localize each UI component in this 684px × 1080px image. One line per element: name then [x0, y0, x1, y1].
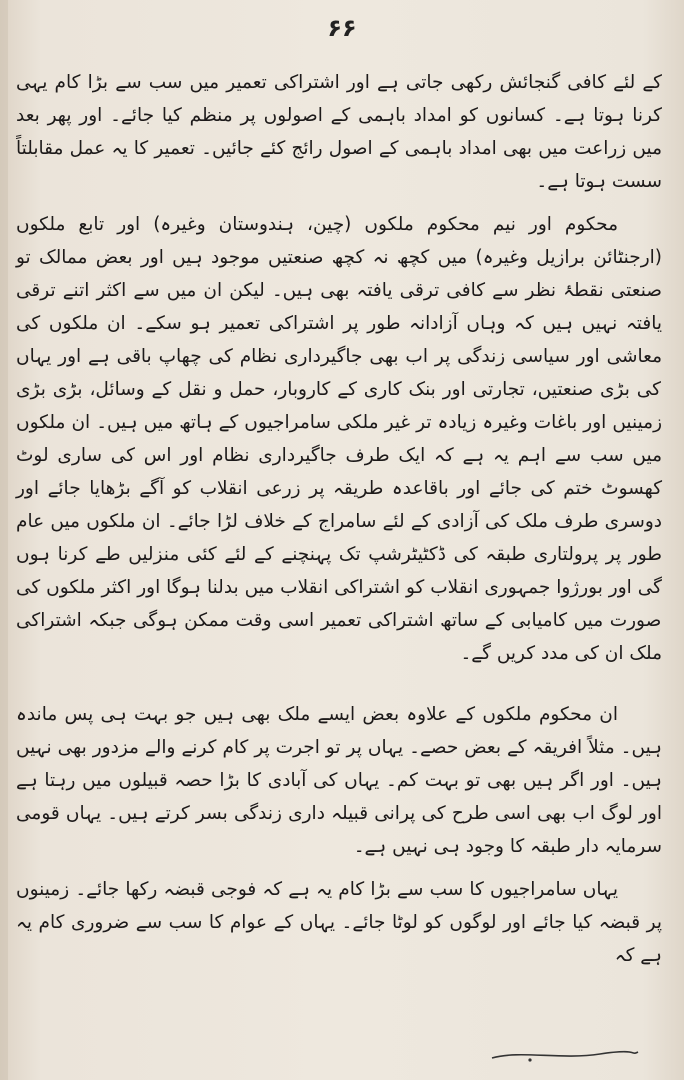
- text-line: یہاں سامراجیوں کا سب سے بڑا کام یہ ہے کہ فوجی قبضہ رکھا جائے۔: [69, 879, 618, 900]
- page-number: ۶۶: [327, 14, 357, 42]
- paragraph: [16, 698, 662, 863]
- pen-stroke-mark: [490, 1046, 640, 1064]
- text-line: اور اکثر ملکوں کی صورت میں کامیابی کے ساتھ اشتراکی تعمیر اسی وقت ممکن ہوگی جبکہ اشتراکی: [16, 577, 662, 631]
- text-line: باہمی کے اصول رائج کئے جائیں۔ تعمیر کا یہ عمل مقابلتاً سست ہوتا ہے۔: [16, 138, 662, 192]
- text-line: ہو سکے۔ ان ملکوں کی معاشی اور سیاسی زندگی پر اب بھی جاگیرداری نظام کی چھاپ باقی ہے: [16, 313, 662, 367]
- paragraph: [16, 208, 662, 670]
- text-line: افریقہ کے بعض حصے۔ یہاں پر تو اجرت پر کام کرنے والے مزدور بھی نہیں ہیں۔ اور اگر ہیں بھی تو: [16, 737, 662, 791]
- text-line: برازیل وغیرہ) میں کچھ نہ کچھ صنعتیں موجود ہیں اور بعض ممالک تو صنعتی نقطۂ نظر سے کافی ترقی یافتہ: [16, 247, 662, 301]
- text-line: کسانوں کو امداد باہمی کے اصولوں پر منظم کیا جائے۔ اور پھر بعد میں زراعت میں بھی امداد: [16, 105, 663, 159]
- text-line: زمینوں پر قبضہ کیا جائے اور لوگوں کو لوٹا جائے۔ یہاں کے عوام کا سب سے ضروری کام یہ ہے کہ: [16, 879, 662, 966]
- text-line: محکوم اور نیم محکوم ملکوں (چین، ہندوستان وغیرہ) اور تابع ملکوں (ارجنٹائن: [16, 214, 662, 268]
- text-line: بھی ہیں۔ لیکن ان میں سے اکثر اتنے ترقی یافتہ نہیں ہیں کہ وہاں آزادانہ طور پر اشتراکی تعمیر: [16, 280, 662, 334]
- text-line: اہم یہ ہے کہ ایک طرف جاگیرداری نظام اور اس کی ساری لوٹ کھسوٹ ختم کی جائے اور باقاعدہ: [16, 445, 662, 499]
- page-edge-shadow: [0, 0, 8, 1080]
- paragraph: [16, 66, 662, 198]
- paragraph: [16, 873, 662, 972]
- page-body: [16, 66, 662, 972]
- text-line: زمینیں اور باغات وغیرہ زیادہ تر غیر ملکی سامراجیوں کے ہاتھ میں ہیں۔ ان ملکوں میں سب سے: [16, 412, 662, 466]
- text-line: داری زندگی بسر کرتے ہیں۔ یہاں قومی سرمایہ دار طبقہ کا وجود ہی نہیں ہے۔: [16, 803, 662, 857]
- text-line: اور یہاں کی بڑی صنعتیں، تجارتی اور بنک کاری کے کاروبار، حمل و نقل کے وسائل، بڑی بڑی: [16, 346, 661, 400]
- text-line: لئے کئی منزلیں طے کرنا ہوں گی اور بورژوا جمہوری انقلاب کو اشتراکی انقلاب میں بدلنا ہوگا: [16, 544, 662, 598]
- text-line: کے لئے کافی گنجائش رکھی جاتی ہے اور اشتراکی تعمیر میں سب سے بڑا کام یہی کرنا ہوتا ہے۔: [16, 72, 662, 126]
- text-line: ان محکوم ملکوں کے علاوہ بعض ایسے ملک بھی ہیں جو بہت ہی پس ماندہ ہیں۔ مثلاً: [16, 704, 663, 758]
- text-line: کے خلاف لڑا جائے۔ ان ملکوں میں عام طور پر پرولتاری طبقہ کی ڈکٹیٹرشپ تک پہنچنے کے: [16, 511, 662, 565]
- text-line: طریقہ پر زرعی انقلاب کو آگے بڑھایا جائے اور دوسری طرف ملک کی آزادی کے لئے سامراج: [16, 478, 662, 532]
- text-line: ملک ان کی مدد کریں گے۔: [460, 643, 662, 664]
- text-line: بہت کم۔ یہاں کی آبادی کا بڑا حصہ قبیلوں میں رہتا ہے اور لوگ اب بھی اسی طرح کی پرانی قبیلہ: [16, 770, 662, 824]
